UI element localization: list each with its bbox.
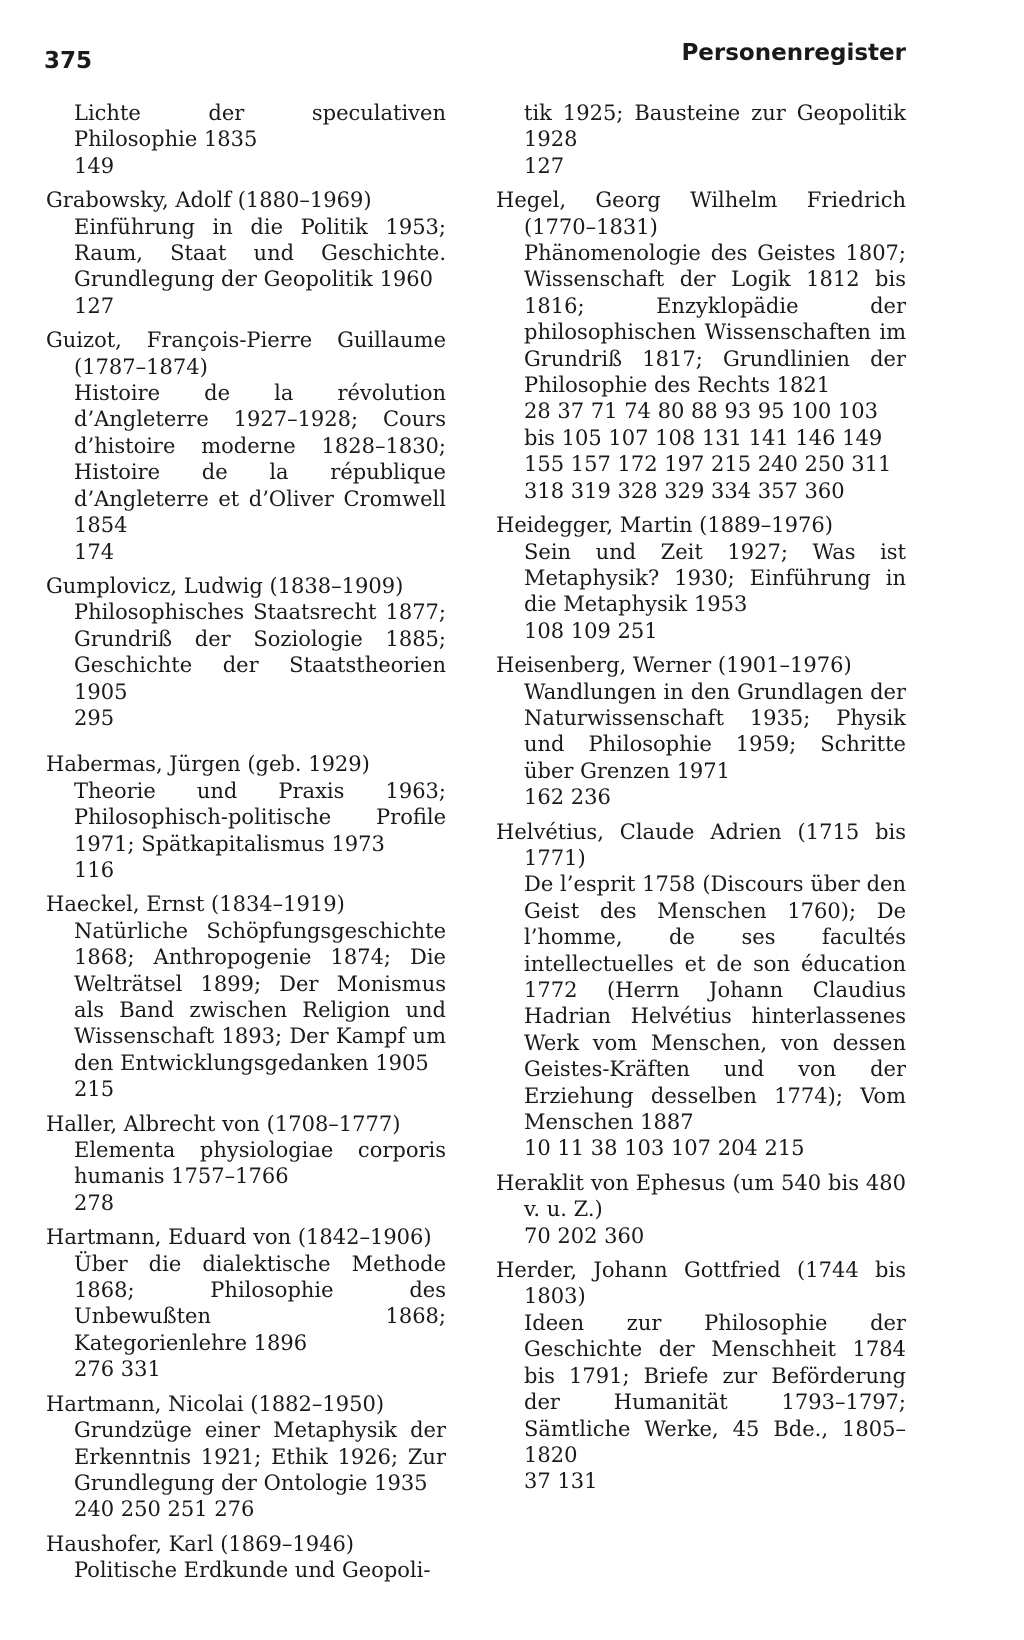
entry-works: Phänomenologie des Geistes 1807; Wissenschaft der Logik 1812 bis 1816; Enzyklopädie der philosophischen Wissenschaften im Grundriß 1817; Grundlinien der Philosophie des Rechts 1821 — [524, 241, 906, 398]
entry-pages: 174 — [74, 539, 115, 564]
entry-works: tik 1925; Bausteine zur Geopolitik 1928 — [524, 101, 906, 152]
entry-pages: 295 — [74, 705, 115, 730]
entry-works: Wandlungen in den Grundlagen der Naturwissenschaft 1935; Physik und Philosophie 1959; Schritte über Grenzen 1971 — [524, 679, 906, 783]
entry-works: Ideen zur Philosophie der Geschichte der Menschheit 1784 bis 1791; Briefe zur Beförderung der Humanität 1793–1797; Sämtliche Werke, 45 Bde., 1805–1820 — [524, 1310, 906, 1467]
entry-heading: Heraklit von Ephesus (um 540 bis 480 v. u. Z.) — [496, 1170, 906, 1222]
entry-heading: Heisenberg, Werner (1901–1976) — [496, 653, 852, 678]
index-entry — [46, 1111, 446, 1217]
entry-heading: Guizot, François-Pierre Guillaume (1787–1874) — [46, 328, 446, 379]
entry-pages: 215 — [74, 1077, 115, 1102]
entry-pages: 10 11 38 103 107 204 215 — [524, 1136, 805, 1161]
index-entry — [496, 652, 906, 810]
entry-works: Grundzüge einer Metaphysik der Erkenntnis 1921; Ethik 1926; Zur Grundlegung der Ontologie 1935 — [74, 1418, 446, 1495]
entry-works: Theorie und Praxis 1963; Philosophisch-politische Profile 1971; Spätkapitalismus 1973 — [74, 778, 446, 856]
entry-pages: 108 109 251 — [524, 618, 658, 643]
entry-pages: 37 131 — [524, 1469, 598, 1494]
entry-works: Histoire de la révolution d’Angleterre 1927–1928; Cours d’histoire moderne 1828–1830; Histoire de la république d’Angleterre et d’Oliver Cromwell 1854 — [74, 381, 446, 538]
index-entry — [46, 1531, 446, 1584]
entry-heading: Herder, Johann Gottfried (1744 bis 1803) — [496, 1258, 906, 1309]
left-column — [46, 100, 446, 1592]
entry-heading: Heidegger, Martin (1889–1976) — [496, 513, 833, 538]
entry-heading: Gumplovicz, Ludwig (1838–1909) — [46, 573, 404, 598]
index-entry — [46, 1224, 446, 1382]
entry-pages: 240 250 251 276 — [74, 1497, 255, 1522]
index-entry — [46, 187, 446, 319]
index-entry — [46, 100, 446, 179]
entry-pages: 28 37 71 74 80 88 93 95 100 103 bis 105 107 108 131 141 146 149 155 157 172 197 215 240 250 311 318 319 328 329 334 357 360 — [524, 399, 892, 503]
entry-works: Philosophisches Staatsrecht 1877; Grundriß der Soziologie 1885; Geschichte der Staatstheorien 1905 — [74, 600, 446, 704]
entry-heading: Hegel, Georg Wilhelm Friedrich (1770–1831) — [496, 188, 906, 239]
entry-works: Über die dialektische Methode 1868; Philosophie des Unbewußten 1868; Kategorienlehre 1896 — [74, 1251, 446, 1355]
entry-works: Einführung in die Politik 1953; Raum, Staat und Geschichte. Grundlegung der Geopolitik 1960 — [74, 214, 446, 292]
entry-works: Natürliche Schöpfungsgeschichte 1868; Anthropogenie 1874; Die Welträtsel 1899; Der Monismus als Band zwischen Religion und Wissenschaft 1893; Der Kampf um den Entwicklungsgedanken 1905 — [74, 918, 446, 1075]
entry-works: Lichte der speculativen Philosophie 1835 — [74, 101, 446, 152]
running-head: Personenregister — [681, 40, 906, 66]
entry-pages: 162 236 — [524, 785, 611, 810]
index-entry — [46, 751, 446, 883]
entry-heading: Haller, Albrecht von (1708–1777) — [46, 1111, 401, 1136]
entry-pages: 276 331 — [74, 1357, 161, 1382]
entry-heading: Grabowsky, Adolf (1880–1969) — [46, 188, 372, 213]
index-entry — [496, 187, 906, 504]
entry-heading: Helvétius, Claude Adrien (1715 bis 1771) — [496, 819, 906, 870]
entry-works: De l’esprit 1758 (Discours über den Geist des Menschen 1760); De l’homme, de ses facultés intellectuelles et de son éducation 1772 (Herrn Johann Claudius Hadrian Helvétius hinterlassenes Werk vom Menschen, von dessen Geistes-Kräften und von der Erziehung desselben 1774); Vom Menschen 1887 — [524, 872, 906, 1135]
index-entry — [46, 573, 446, 731]
index-entry — [496, 512, 906, 644]
index-entry — [46, 1391, 446, 1523]
entry-pages: 116 — [74, 857, 115, 882]
entry-works: Politische Erdkunde und Geopoli- — [74, 1558, 431, 1583]
entry-pages: 149 — [74, 153, 115, 178]
right-column — [496, 100, 906, 1503]
entry-pages: 278 — [74, 1190, 115, 1215]
entry-pages: 127 — [524, 153, 565, 178]
entry-heading: Haeckel, Ernst (1834–1919) — [46, 892, 345, 917]
entry-heading: Habermas, Jürgen (geb. 1929) — [46, 752, 370, 777]
entry-works: Elementa physiologiae corporis humanis 1757–1766 — [74, 1138, 446, 1189]
index-entry — [496, 100, 906, 179]
index-entry — [496, 819, 906, 1162]
index-entry — [496, 1170, 906, 1249]
index-entry — [46, 327, 446, 565]
entry-pages: 127 — [74, 293, 115, 318]
page-number: 375 — [44, 48, 93, 74]
entry-heading: Hartmann, Eduard von (1842–1906) — [46, 1225, 432, 1250]
index-entry — [496, 1257, 906, 1495]
entry-heading: Haushofer, Karl (1869–1946) — [46, 1531, 354, 1556]
entry-works: Sein und Zeit 1927; Was ist Metaphysik? 1930; Einführung in die Metaphysik 1953 — [524, 539, 906, 617]
entry-pages: 70 202 360 — [524, 1223, 645, 1248]
index-entry — [46, 891, 446, 1102]
entry-heading: Hartmann, Nicolai (1882–1950) — [46, 1391, 385, 1416]
